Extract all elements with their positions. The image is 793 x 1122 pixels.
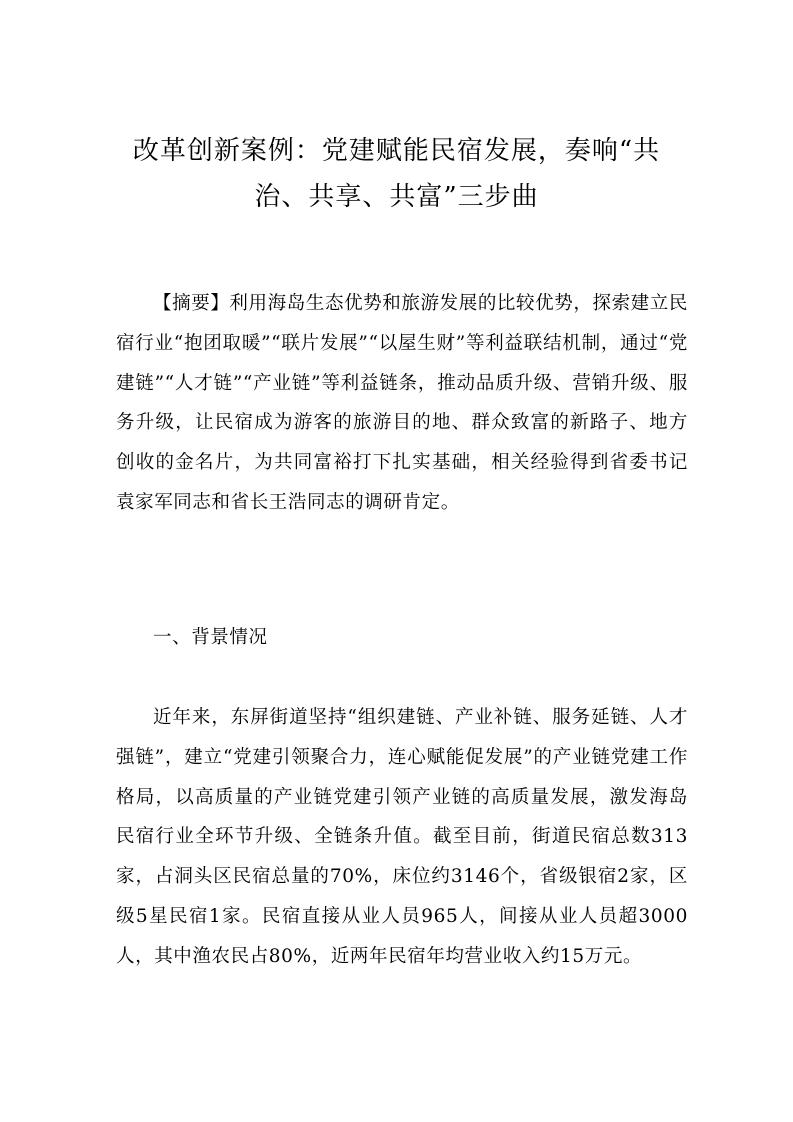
background-paragraph: 近年来，东屏街道坚持“组织建链、产业补链、服务延链、人才强链”，建立“党建引领聚合力，连心赋能促发展”的产业链党建工作格局，以高质量的产业链党建引领产业链的高质量发展，激发海岛民宿行业全环节升级、全链条升值。截至目前，街道民宿总数313家，占洞头区民宿总量的70%，床位约3146个，省级银宿2家，区级5星民宿1家。民宿直接从业人员965人，间接从业人员超3000人，其中渔农民占80%，近两年民宿年均营业收入约15万元。 bbox=[116, 707, 688, 967]
document-title-line-2: 治、共享、共富”三步曲 bbox=[254, 182, 539, 212]
document-title-line-1: 改革创新案例：党建赋能民宿发展，奏响“共 bbox=[132, 136, 661, 166]
section-heading-background: 一、背景情况 bbox=[153, 627, 268, 648]
abstract-paragraph: 【摘要】利用海岛生态优势和旅游发展的比较优势，探索建立民宿行业“抱团取暖”“联片发展”“以屋生财”等利益联结机制，通过“党建链”“人才链”“产业链”等利益链条，推动品质升级、营销升级、服务升级，让民宿成为游客的旅游目的地、群众致富的新路子、地方创收的金名片，为共同富裕打下扎实基础，相关经验得到省委书记袁家军同志和省长王浩同志的调研肯定。 bbox=[116, 293, 688, 513]
document-title bbox=[100, 128, 693, 220]
